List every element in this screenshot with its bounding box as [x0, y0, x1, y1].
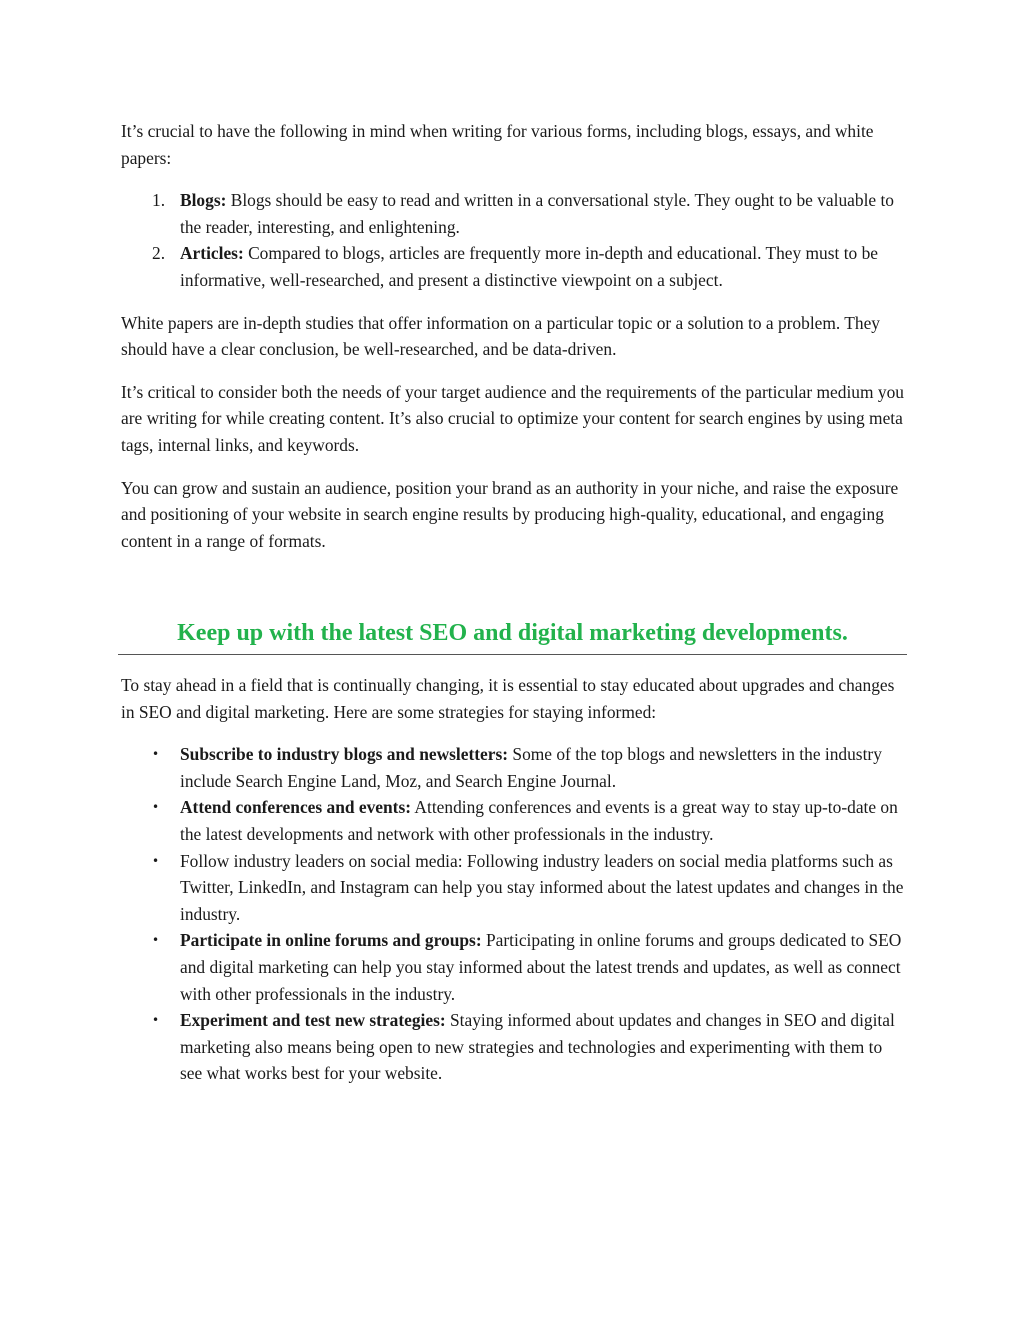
list-item-text: Staying informed about updates and changes in SEO and digital marketing also means being open to new strategies and technologies and experimenting with them to see what works best for your website.: [180, 1010, 895, 1084]
content-forms-list: [121, 187, 906, 293]
list-item-label: Articles:: [180, 243, 244, 264]
list-item-text: Participating in online forums and groups dedicated to SEO and digital marketing can help you stay informed about the latest trends and updates, as well as connect with other professionals in the industry.: [180, 930, 902, 1004]
critical-paragraph: It’s critical to consider both the needs of your target audience and the requirements of the particular medium you are writing for while creating content. It’s also crucial to optimize your content for search engines by using meta tags, internal links, and keywords.: [121, 381, 904, 455]
list-item-label: Attend conferences and events:: [180, 797, 412, 818]
section-heading-block: [118, 617, 907, 655]
list-item: [121, 240, 906, 293]
list-item: [121, 741, 906, 794]
list-item: [121, 187, 906, 240]
white-papers-paragraph: White papers are in-depth studies that offer information on a particular topic or a solution to a problem. They should have a clear conclusion, be well-researched, and be data-driven.: [121, 312, 881, 360]
bullet-icon: •: [152, 800, 160, 815]
list-item-text: Some of the top blogs and newsletters in the industry include Search Engine Land, Moz, and Search Engine Journal.: [180, 744, 882, 791]
intro-paragraph: It’s crucial to have the following in mind when writing for various forms, including blogs, essays, and white papers:: [121, 121, 874, 168]
list-item-text: Attending conferences and events is a great way to stay up-to-date on the latest developments and network with other professionals in the industry.: [180, 797, 898, 844]
list-item-label: Subscribe to industry blogs and newsletters:: [180, 744, 509, 765]
list-number: 1.: [152, 190, 166, 211]
list-number: 2.: [152, 243, 166, 264]
stay-intro-paragraph: To stay ahead in a field that is continually changing, it is essential to stay educated about upgrades and changes in SEO and digital marketing. Here are some strategies for staying informed:: [121, 675, 895, 722]
list-item-text: Follow industry leaders on social media: Following industry leaders on social media platforms such as Twitter, LinkedIn, and Instagram can help you stay informed about the latest updates and changes in the industry.: [180, 850, 904, 924]
section-heading: Keep up with the latest SEO and digital marketing developments.: [177, 620, 848, 646]
grow-paragraph: You can grow and sustain an audience, position your brand as an authority in your niche, and raise the exposure and positioning of your website in search engine results by producing high-quality, educational, and engaging content in a range of formats.: [121, 477, 899, 551]
bullet-icon: •: [152, 853, 160, 868]
list-item: [121, 927, 906, 1007]
strategies-section: [121, 672, 906, 1087]
list-item-label: Blogs:: [180, 190, 227, 211]
list-item: [121, 794, 906, 847]
document-body: [121, 118, 906, 570]
list-item: [121, 1007, 906, 1087]
list-item: [121, 848, 906, 928]
bullet-icon: •: [152, 747, 160, 762]
list-item-label: Participate in online forums and groups:: [180, 930, 482, 951]
list-item-text: Blogs should be easy to read and written in a conversational style. They ought to be valuable to the reader, interesting, and enlightening.: [180, 190, 895, 237]
bullet-icon: •: [152, 933, 160, 948]
list-item-label: Experiment and test new strategies:: [180, 1010, 446, 1031]
list-item-text: Compared to blogs, articles are frequently more in-depth and educational. They must to be informative, well-researched, and present a distinctive viewpoint on a subject.: [180, 243, 878, 290]
strategies-list: [121, 741, 906, 1087]
bullet-icon: •: [152, 1013, 160, 1028]
